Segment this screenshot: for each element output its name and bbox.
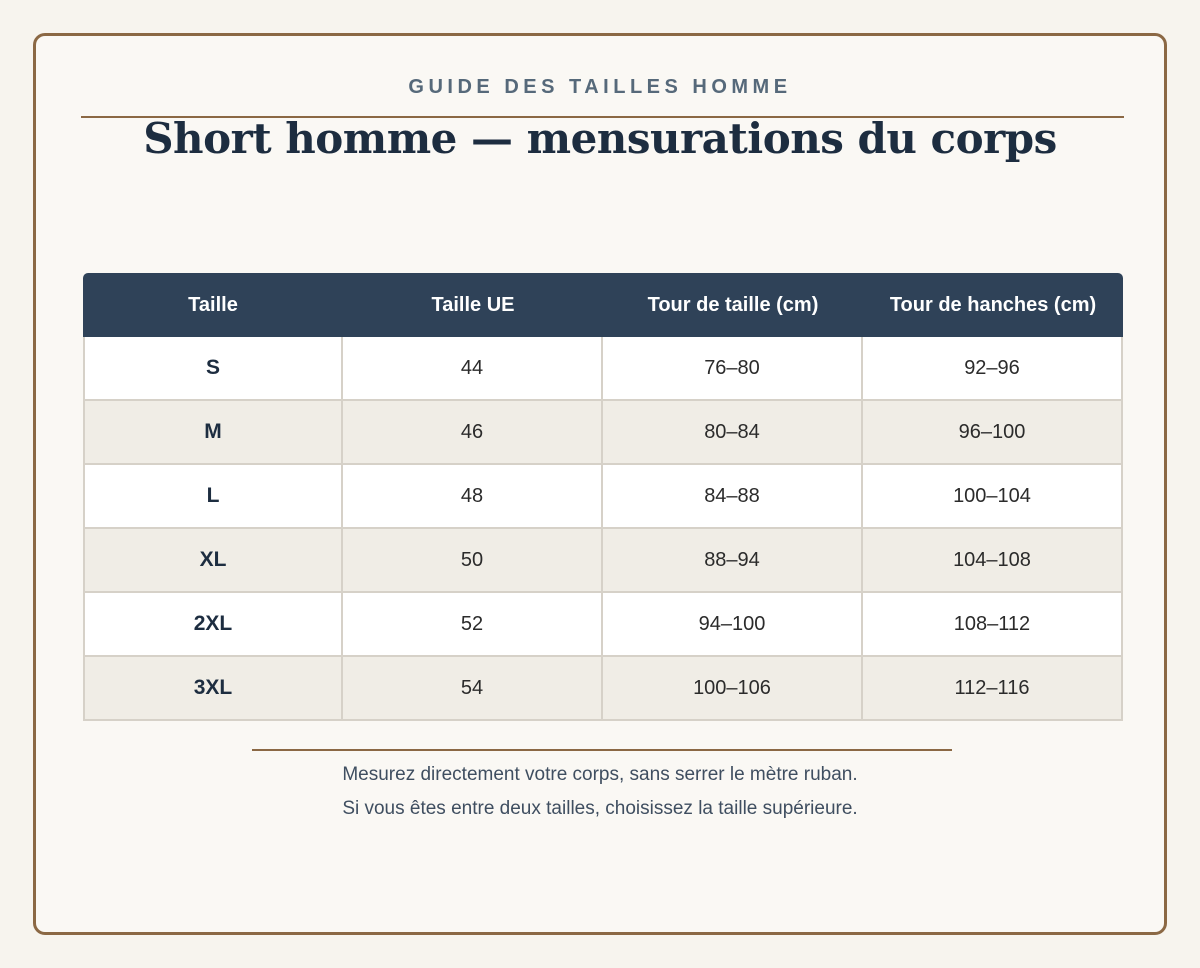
- hips-cell: 100–104: [863, 465, 1123, 529]
- size-table: [83, 273, 1123, 721]
- column-header-eu-size: Taille UE: [343, 273, 603, 337]
- size-cell: 2XL: [83, 593, 343, 657]
- size-cell: XL: [83, 529, 343, 593]
- waist-cell: 88–94: [603, 529, 863, 593]
- eu-size-cell: 48: [343, 465, 603, 529]
- hips-cell: 92–96: [863, 337, 1123, 401]
- eu-size-cell: 52: [343, 593, 603, 657]
- column-header-waist: Tour de taille (cm): [603, 273, 863, 337]
- waist-cell: 100–106: [603, 657, 863, 721]
- page-title: Short homme — mensurations du corps: [143, 114, 1057, 163]
- hips-cell: 108–112: [863, 593, 1123, 657]
- eu-size-cell: 50: [343, 529, 603, 593]
- waist-cell: 80–84: [603, 401, 863, 465]
- table-header-row: [83, 273, 1123, 337]
- size-cell: L: [83, 465, 343, 529]
- size-cell: 3XL: [83, 657, 343, 721]
- eu-size-cell: 46: [343, 401, 603, 465]
- table-row: [83, 337, 1123, 401]
- measurement-note: Mesurez directement votre corps, sans serrer le mètre ruban.: [342, 764, 858, 785]
- hips-cell: 104–108: [863, 529, 1123, 593]
- size-cell: S: [83, 337, 343, 401]
- waist-cell: 76–80: [603, 337, 863, 401]
- sizing-advice-note: Si vous êtes entre deux tailles, choisissez la taille supérieure.: [342, 798, 858, 819]
- waist-cell: 94–100: [603, 593, 863, 657]
- column-header-hips: Tour de hanches (cm): [863, 273, 1123, 337]
- size-guide-card: [33, 33, 1167, 935]
- size-cell: M: [83, 401, 343, 465]
- bottom-divider: [252, 749, 952, 751]
- waist-cell: 84–88: [603, 465, 863, 529]
- column-header-size: Taille: [83, 273, 343, 337]
- table-row: [83, 593, 1123, 657]
- table-row: [83, 401, 1123, 465]
- size-table-wrapper: [83, 273, 1123, 721]
- eu-size-cell: 44: [343, 337, 603, 401]
- hips-cell: 112–116: [863, 657, 1123, 721]
- eu-size-cell: 54: [343, 657, 603, 721]
- hips-cell: 96–100: [863, 401, 1123, 465]
- eyebrow-label: GUIDE DES TAILLES HOMME: [408, 76, 792, 98]
- table-row: [83, 657, 1123, 721]
- table-row: [83, 465, 1123, 529]
- table-row: [83, 529, 1123, 593]
